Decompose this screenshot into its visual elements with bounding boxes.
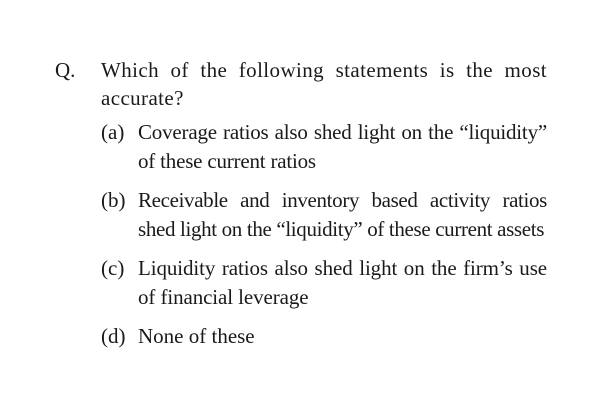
- option-letter: (c): [101, 256, 125, 280]
- option-text: Liquidity ratios also shed light on the firm’s use of financial leverage: [138, 256, 547, 309]
- question-text: Which of the following statements is the most accurate?: [101, 58, 547, 110]
- option-letter: (b): [101, 188, 126, 212]
- option-letter: (a): [101, 120, 125, 144]
- option-text: Receivable and inventory based activity ratios shed light on the “liquidity” of these current assets: [138, 188, 547, 241]
- option-c: [101, 254, 547, 312]
- answer-options: [101, 118, 547, 361]
- option-b: [101, 186, 547, 244]
- option-text: None of these: [138, 324, 255, 348]
- question-label: Q.: [55, 58, 76, 82]
- option-d: [101, 322, 547, 351]
- option-text: Coverage ratios also shed light on the “liquidity” of these current ratios: [138, 120, 547, 173]
- option-a: [101, 118, 547, 176]
- option-letter: (d): [101, 324, 126, 348]
